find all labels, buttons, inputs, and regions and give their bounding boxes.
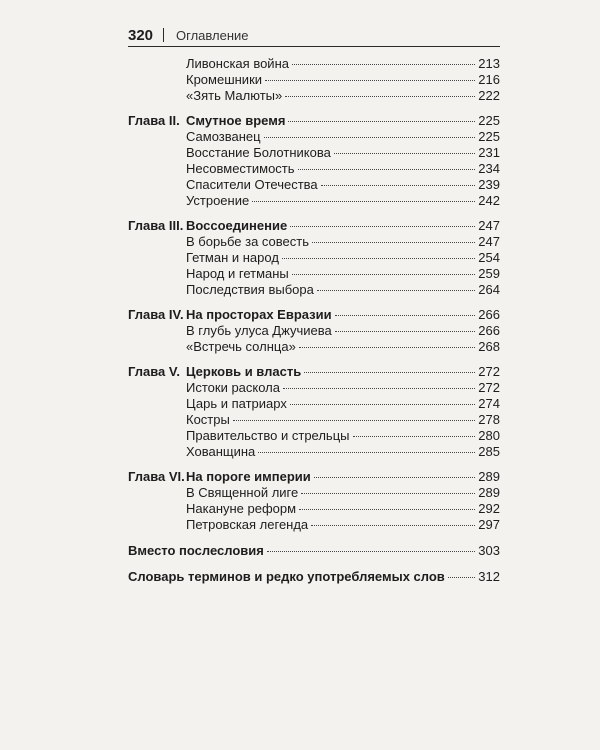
page-number: 320 (128, 26, 154, 44)
toc-entry (128, 161, 500, 177)
entry-title: Царь и патриарх (186, 396, 287, 411)
dot-leader (267, 551, 475, 552)
toc-entry (128, 177, 500, 193)
toc-chapter-entry (128, 364, 500, 380)
entry-page-number: 231 (478, 145, 500, 160)
chapter-title: На пороге империи (186, 469, 311, 484)
toc-entry (128, 444, 500, 460)
dot-leader (290, 226, 475, 227)
toc-entry (128, 72, 500, 88)
dot-leader (298, 169, 476, 170)
chapter-label: Глава V. (128, 364, 180, 379)
dot-leader (285, 96, 475, 97)
chapter-title: Смутное время (186, 113, 286, 128)
toc-entry (128, 193, 500, 209)
entry-title: «Зять Малюты» (186, 88, 283, 103)
toc-entry (128, 428, 500, 444)
toc-entry (128, 145, 500, 161)
chapter-title: Церковь и власть (186, 364, 302, 379)
chapter-label: Глава II. (128, 113, 180, 128)
dot-leader (288, 121, 475, 122)
entry-title: Вместо послесловия (128, 543, 264, 558)
dot-leader (334, 153, 475, 154)
toc-entry (128, 266, 500, 282)
entry-page-number: 247 (478, 234, 500, 249)
dot-leader (312, 242, 475, 243)
entry-page-number: 254 (478, 250, 500, 265)
entry-page-number: 239 (478, 177, 500, 192)
entry-title: Восстание Болотникова (186, 145, 331, 160)
entry-title: Костры (186, 412, 230, 427)
entry-title: Накануне реформ (186, 501, 297, 516)
dot-leader (301, 493, 475, 494)
entry-title: Народ и гетманы (186, 266, 289, 281)
entry-page-number: 278 (478, 412, 500, 427)
dot-leader (299, 509, 475, 510)
entry-page-number: 289 (478, 469, 500, 484)
dot-leader (265, 80, 475, 81)
toc-entry (128, 88, 500, 104)
toc-entry (128, 501, 500, 517)
running-title: Оглавление (176, 27, 249, 43)
entry-page-number: 285 (478, 444, 500, 459)
dot-leader (311, 525, 475, 526)
toc-entry (128, 282, 500, 298)
entry-title: Правительство и стрельцы (186, 428, 350, 443)
entry-title: Кромешники (186, 72, 263, 87)
entry-page-number: 247 (478, 218, 500, 233)
toc-chapter-entry (128, 113, 500, 129)
toc-chapter-entry (128, 307, 500, 323)
entry-page-number: 297 (478, 517, 500, 532)
entry-title: «Встречь солнца» (186, 339, 296, 354)
entry-page-number: 234 (478, 161, 500, 176)
dot-leader (292, 64, 475, 65)
dot-leader (283, 388, 475, 389)
entry-title: Несовместимость (186, 161, 295, 176)
toc-entry (128, 56, 500, 72)
chapter-title: Воссоединение (186, 218, 288, 233)
dot-leader (252, 201, 475, 202)
dot-leader (299, 347, 475, 348)
toc-entry (128, 569, 500, 585)
entry-page-number: 216 (478, 72, 500, 87)
entry-page-number: 268 (478, 339, 500, 354)
chapter-label: Глава VI. (128, 469, 185, 484)
toc-chapter-entry (128, 469, 500, 485)
toc-chapter-entry (128, 218, 500, 234)
entry-title: В борьбе за совесть (186, 234, 309, 249)
entry-title: Гетман и народ (186, 250, 279, 265)
entry-title: Словарь терминов и редко употребляемых слов (128, 569, 445, 584)
running-header (128, 24, 500, 47)
dot-leader (314, 477, 476, 478)
entry-page-number: 289 (478, 485, 500, 500)
toc-entry (128, 323, 500, 339)
toc-entry (128, 412, 500, 428)
entry-page-number: 225 (478, 129, 500, 144)
entry-page-number: 292 (478, 501, 500, 516)
entry-page-number: 266 (478, 323, 500, 338)
entry-page-number: 266 (478, 307, 500, 322)
entry-title: Ливонская война (186, 56, 289, 71)
dot-leader (282, 258, 475, 259)
chapter-title: На просторах Евразии (186, 307, 332, 322)
entry-title: В глубь улуса Джучиева (186, 323, 332, 338)
entry-page-number: 264 (478, 282, 500, 297)
toc-entry (128, 517, 500, 533)
toc-entry (128, 543, 500, 559)
entry-page-number: 274 (478, 396, 500, 411)
chapter-label: Глава III. (128, 218, 184, 233)
dot-leader (353, 436, 476, 437)
entry-title: Последствия выбора (186, 282, 314, 297)
entry-title: Истоки раскола (186, 380, 280, 395)
toc-entry (128, 485, 500, 501)
entry-page-number: 213 (478, 56, 500, 71)
toc-entry (128, 396, 500, 412)
entry-page-number: 225 (478, 113, 500, 128)
entry-page-number: 222 (478, 88, 500, 103)
table-of-contents (128, 56, 500, 585)
entry-title: Устроение (186, 193, 250, 208)
entry-page-number: 280 (478, 428, 500, 443)
toc-entry (128, 234, 500, 250)
dot-leader (317, 290, 475, 291)
entry-title: Петровская легенда (186, 517, 309, 532)
toc-entry (128, 250, 500, 266)
dot-leader (304, 372, 475, 373)
entry-title: Спасители Отечества (186, 177, 318, 192)
dot-leader (290, 404, 475, 405)
dot-leader (292, 274, 476, 275)
toc-entry (128, 129, 500, 145)
entry-title: Хованщина (186, 444, 256, 459)
entry-page-number: 259 (478, 266, 500, 281)
dot-leader (335, 331, 476, 332)
dot-leader (321, 185, 476, 186)
dot-leader (233, 420, 475, 421)
toc-entry (128, 380, 500, 396)
dot-leader (448, 577, 476, 578)
entry-page-number: 312 (478, 569, 500, 584)
header-separator (163, 28, 164, 42)
toc-entry (128, 339, 500, 355)
entry-page-number: 272 (478, 364, 500, 379)
entry-page-number: 303 (478, 543, 500, 558)
dot-leader (264, 137, 476, 138)
entry-page-number: 272 (478, 380, 500, 395)
dot-leader (258, 452, 475, 453)
entry-title: В Священной лиге (186, 485, 299, 500)
dot-leader (335, 315, 476, 316)
entry-page-number: 242 (478, 193, 500, 208)
entry-title: Самозванец (186, 129, 261, 144)
chapter-label: Глава IV. (128, 307, 184, 322)
